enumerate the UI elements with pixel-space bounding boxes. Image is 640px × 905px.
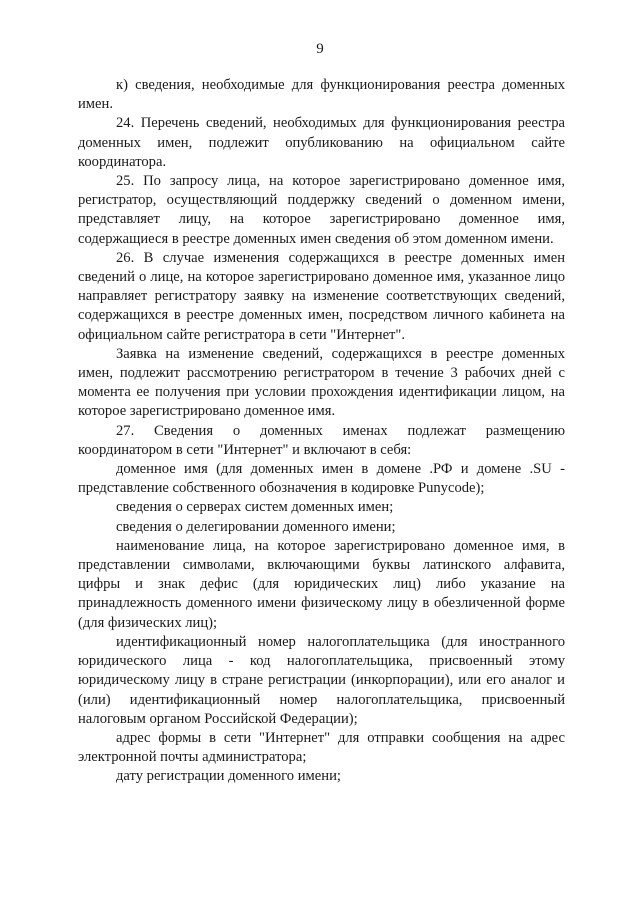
paragraph-26: 26. В случае изменения содержащихся в реестре доменных имен сведений о лице, на которое зарегистрировано доменное имя, указанное лицо направляет регистратору заявку на изменение соответствующих сведений, содержащихся в реестре доменных имен, посредством личного кабинета на официальном сайте регистратора в сети "Интернет". (78, 249, 565, 343)
list-item-registrant-name: наименование лица, на которое зарегистрировано доменное имя, в представлении символами, включающими буквы латинского алфавита, цифры и знак дефис (для юридических лиц) либо указание на принадлежность доменного имени физическому лицу в обезличенной форме (для физических лиц); (78, 537, 565, 631)
document-body (78, 76, 565, 787)
paragraph-25: 25. По запросу лица, на которое зарегистрировано доменное имя, регистратор, осуществляющий поддержку сведений о доменном имени, представляет лицу, на которое зарегистрировано доменное имя, содержащиеся в реестре доменных имен сведения об этом доменном имени. (78, 173, 565, 247)
paragraph-application-review: Заявка на изменение сведений, содержащихся в реестре доменных имен, подлежит рассмотрению регистратором в течение 3 рабочих дней с момента ее получения при условии прохождения идентификации лицом, на которое зарегистрировано доменное имя. (78, 345, 565, 420)
list-item-domain-name: доменное имя (для доменных имен в домене .РФ и домене .SU - представление собственного обозначения в кодировке Punycode); (78, 461, 565, 497)
paragraph-item-k: к) сведения, необходимые для функционирования реестра доменных имен. (78, 77, 565, 113)
page-number: 9 (316, 41, 324, 57)
list-item-taxpayer-id: идентификационный номер налогоплательщика (для иностранного юридического лица - код налогоплательщика, присвоенный этому юридическому лицу в стране регистрации (инкорпорации), или его аналог и (или) идентификационный номер налогоплательщика, присвоенный налоговым органом Российской Федерации); (78, 633, 565, 727)
list-item-contact-form: адрес формы в сети "Интернет" для отправки сообщения на адрес электронной почты администратора; (78, 729, 565, 766)
list-item-delegation: сведения о делегировании доменного имени; (116, 518, 396, 535)
list-item-registration-date: дату регистрации доменного имени; (116, 768, 341, 785)
paragraph-24: 24. Перечень сведений, необходимых для функционирования реестра доменных имен, подлежит опубликованию на официальном сайте координатора. (78, 115, 565, 170)
list-item-dns-servers: сведения о серверах систем доменных имен; (116, 499, 394, 516)
paragraph-27: 27. Сведения о доменных именах подлежат размещению координатором в сети "Интернет" и включают в себя: (78, 422, 565, 458)
